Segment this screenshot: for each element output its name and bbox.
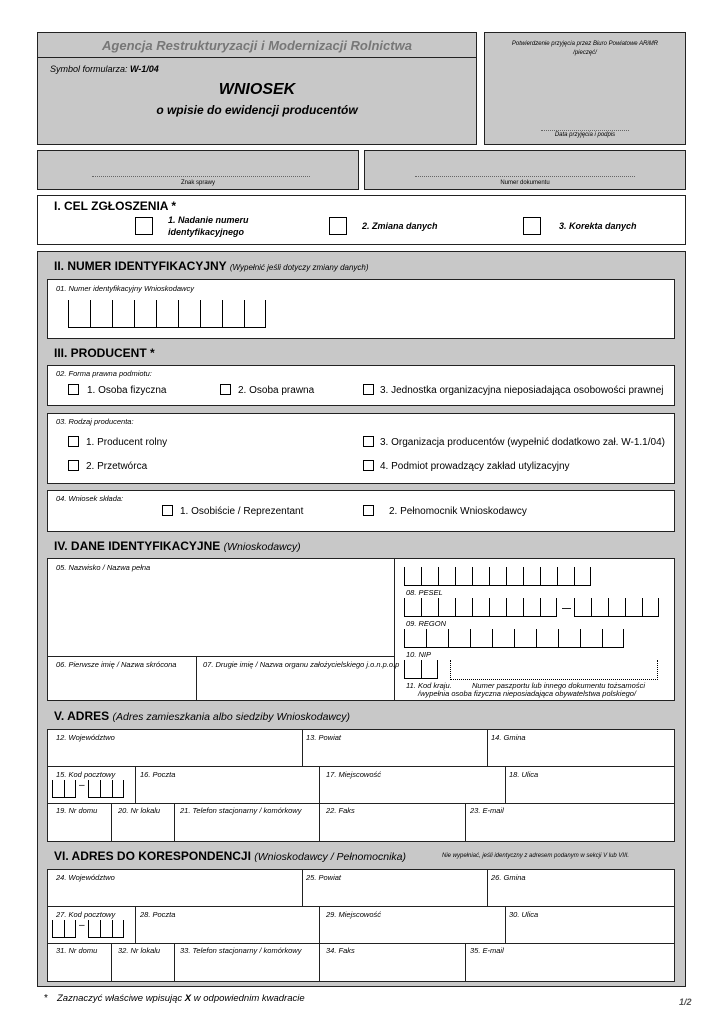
- submitter-checkbox-1[interactable]: [162, 505, 173, 516]
- footer-note-x: X: [184, 993, 192, 1004]
- legal-form-label: 02. Forma prawna podmiotu:: [56, 369, 152, 378]
- footer-note: [57, 993, 305, 1004]
- form-title: WNIOSEK: [218, 81, 296, 98]
- producer-type-checkbox-2[interactable]: [68, 460, 79, 471]
- producer-type-option-1: 1. Producent rolny: [86, 437, 168, 448]
- footer-note-post: w odpowiednim kwadracie: [193, 993, 305, 1004]
- phone-label: 21. Telefon stacjonarny / komórkowy: [180, 806, 302, 815]
- pesel-input[interactable]: [404, 567, 591, 586]
- corr-postal-code-input-part2[interactable]: [88, 920, 124, 938]
- address-box: [47, 729, 675, 842]
- post-office-label: 16. Poczta: [140, 770, 176, 779]
- form-symbol-label: Symbol formularza:: [50, 64, 128, 74]
- corr-postal-code-label: 27. Kod pocztowy: [56, 910, 116, 919]
- pesel-label: 08. PESEL: [406, 588, 443, 597]
- producer-type-label: 03. Rodzaj producenta:: [56, 417, 134, 426]
- corr-phone-label: 33. Telefon stacjonarny / komórkowy: [180, 946, 302, 955]
- section-address-note: (Adres zamieszkania albo siedziby Wnioskodawcy): [112, 711, 350, 723]
- section-id-number-title-text: II. NUMER IDENTYFIKACYJNY: [54, 259, 227, 273]
- second-name-label: 07. Drugie imię / Nazwa organu założycielskiego j.o.n.p.o.p: [203, 660, 400, 669]
- section-address-title-text: V. ADRES: [54, 709, 110, 723]
- producer-type-checkbox-3[interactable]: [363, 436, 374, 447]
- page-number: 1/2: [679, 997, 692, 1007]
- legal-form-checkbox-3[interactable]: [363, 384, 374, 395]
- section-correspondence-title-text: VI. ADRES DO KORESPONDENCJI: [54, 849, 251, 863]
- legal-form-option-3: 3. Jednostka organizacyjna nieposiadająca osobowości prawnej: [380, 385, 664, 396]
- purpose-option-2: 2. Zmiana danych: [362, 221, 438, 231]
- footer-star: *: [44, 993, 48, 1004]
- legal-form-option-1: 1. Osoba fizyczna: [87, 385, 167, 396]
- purpose-option-1: [168, 214, 249, 238]
- section-address-title: [54, 709, 350, 723]
- section-id-number-title: [54, 259, 369, 273]
- corr-commune-label: 26. Gmina: [491, 873, 526, 882]
- apartment-number-label: 20. Nr lokalu: [118, 806, 161, 815]
- section-identification-title-text: IV. DANE IDENTYFIKACYJNE: [54, 539, 221, 553]
- first-name-label: 06. Pierwsze imię / Nazwa skrócona: [56, 660, 177, 669]
- section-identification-title: [54, 539, 301, 553]
- correspondence-box: [47, 869, 675, 982]
- section-purpose-title: I. CEL ZGŁOSZENIA *: [54, 199, 177, 213]
- house-number-label: 19. Nr domu: [56, 806, 98, 815]
- purpose-checkbox-3[interactable]: [523, 217, 541, 235]
- submitter-checkbox-2[interactable]: [363, 505, 374, 516]
- case-sign-label: Znak sprawy: [180, 180, 215, 186]
- corr-street-label: 30. Ulica: [509, 910, 539, 919]
- corr-locality-label: 29. Miejscowość: [326, 910, 382, 919]
- email-label: 23. E-mail: [470, 806, 504, 815]
- corr-postal-code-input-part1[interactable]: [52, 920, 76, 938]
- submitter-label: 04. Wniosek składa:: [56, 494, 124, 503]
- purpose-option-3: 3. Korekta danych: [559, 221, 637, 231]
- legal-form-option-2: 2. Osoba prawna: [238, 385, 315, 396]
- legal-form-checkbox-1[interactable]: [68, 384, 79, 395]
- producer-type-option-2: 2. Przetwórca: [86, 461, 148, 472]
- section-id-number-note: (Wypełnić jeśli dotyczy zmiany danych): [229, 263, 369, 272]
- purpose-checkbox-2[interactable]: [329, 217, 347, 235]
- corr-post-office-label: 28. Poczta: [140, 910, 176, 919]
- voivodeship-label: 12. Województwo: [56, 733, 115, 742]
- corr-fax-label: 34. Faks: [326, 946, 355, 955]
- section-correspondence-hint: Nie wypełniać, jeśli identyczny z adresem podanym w sekcji V lub VIII.: [442, 853, 630, 859]
- country-code-input[interactable]: [404, 660, 438, 679]
- surname-label: 05. Nazwisko / Nazwa pełna: [56, 563, 151, 572]
- fax-label: 22. Faks: [326, 806, 355, 815]
- confirmation-date-label: Data przyjęcia i podpis: [554, 132, 616, 138]
- regon-input-part1[interactable]: [404, 598, 557, 617]
- producer-type-checkbox-1[interactable]: [68, 436, 79, 447]
- purpose-checkbox-1[interactable]: [135, 217, 153, 235]
- purpose-option-1-line1: 1. Nadanie numeru: [168, 215, 249, 225]
- commune-label: 14. Gmina: [491, 733, 526, 742]
- producer-type-checkbox-4[interactable]: [363, 460, 374, 471]
- document-number-label: Numer dokumentu: [500, 180, 550, 186]
- section-correspondence-title: [54, 849, 406, 863]
- passport-note: /wypełnia osoba fizyczna nieposiadająca obywatelstwa polskiego/: [418, 689, 637, 698]
- submitter-option-2: 2. Pełnomocnik Wnioskodawcy: [389, 506, 527, 517]
- producer-type-option-4: 4. Podmiot prowadzący zakład utylizacyjny: [380, 461, 570, 472]
- confirmation-label: Potwierdzenie przyjęcia przez Biuro Powiatowe ARiMR /pieczęć/: [511, 41, 659, 56]
- postal-code-input-part2[interactable]: [88, 780, 124, 798]
- section-identification-note: (Wnioskodawcy): [223, 541, 301, 553]
- id-number-input[interactable]: [68, 300, 266, 328]
- legal-form-checkbox-2[interactable]: [220, 384, 231, 395]
- form-symbol-value: W-1/04: [130, 64, 159, 74]
- postal-code-label: 15. Kod pocztowy: [56, 770, 116, 779]
- submitter-box: [47, 490, 675, 532]
- passport-number-input[interactable]: [450, 660, 658, 680]
- id-number-field-label: 01. Numer identyfikacyjny Wnioskodawcy: [56, 284, 194, 293]
- nip-input[interactable]: [404, 629, 624, 648]
- corr-voivodeship-label: 24. Województwo: [56, 873, 115, 882]
- corr-email-label: 35. E-mail: [470, 946, 504, 955]
- corr-house-number-label: 31. Nr domu: [56, 946, 98, 955]
- section-producer-title: III. PRODUCENT *: [54, 346, 155, 360]
- footer-note-pre: Zaznaczyć właściwe wpisując: [57, 993, 183, 1004]
- purpose-option-1-line2: identyfikacyjnego: [168, 227, 245, 237]
- producer-type-option-3: 3. Organizacja producentów (wypełnić dodatkowo zał. W-1.1/04): [380, 437, 665, 448]
- regon-label: 09. REGON: [406, 619, 447, 628]
- regon-input-part2[interactable]: [574, 598, 659, 617]
- street-label: 18. Ulica: [509, 770, 539, 779]
- producer-type-box: [47, 413, 675, 484]
- nip-label: 10. NIP: [406, 650, 432, 659]
- county-label: 13. Powiat: [306, 733, 342, 742]
- corr-county-label: 25. Powiat: [306, 873, 342, 882]
- form-subtitle: o wpisie do ewidencji producentów: [156, 103, 358, 117]
- form-symbol: [50, 64, 159, 74]
- section-correspondence-note: (Wnioskodawcy / Pełnomocnika): [254, 851, 406, 863]
- passport-number-label: Numer paszportu lub innego dokumentu tożsamości: [472, 681, 646, 690]
- postal-code-input-part1[interactable]: [52, 780, 76, 798]
- locality-label: 17. Miejscowość: [326, 770, 382, 779]
- corr-apartment-number-label: 32. Nr lokalu: [118, 946, 161, 955]
- submitter-option-1: 1. Osobiście / Reprezentant: [180, 506, 304, 517]
- agency-name: Agencja Restrukturyzacji i Modernizacji Rolnictwa: [102, 38, 412, 53]
- country-code-label: 11. Kod kraju.: [406, 681, 452, 690]
